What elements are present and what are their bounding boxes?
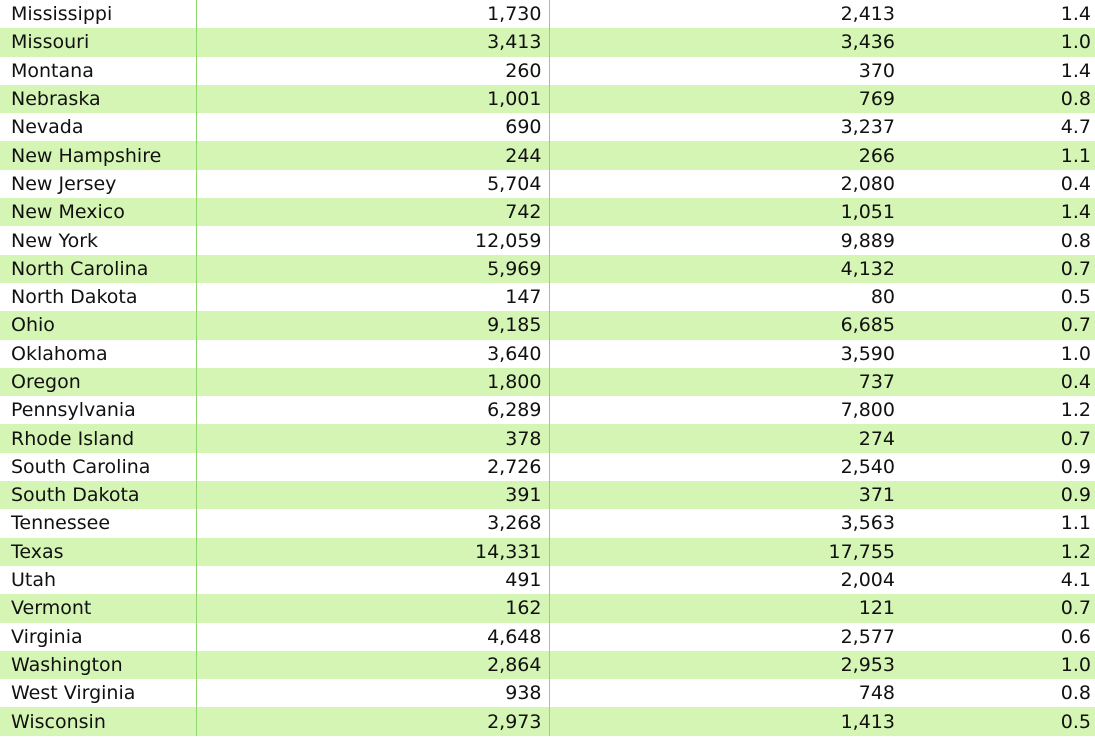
value-cell-col2: 1,730 — [196, 0, 549, 28]
ratio-cell: 0.5 — [902, 707, 1095, 735]
value-cell-col3: 2,953 — [549, 651, 902, 679]
ratio-cell: 4.7 — [1060, 116, 1091, 139]
table-row — [0, 57, 1095, 85]
table-row — [0, 311, 1095, 339]
table-row — [0, 707, 1095, 735]
value-cell-col3: 3,590 — [840, 342, 895, 365]
value-cell-col2: 2,973 — [196, 707, 549, 735]
value-cell-col2: 9,185 — [196, 311, 549, 339]
value-cell-col3: 3,237 — [840, 116, 895, 139]
state-name-cell: Missouri — [0, 28, 196, 56]
value-cell-col2: 12,059 — [196, 226, 549, 254]
state-name-cell: Virginia — [0, 623, 196, 651]
table-row — [0, 170, 1095, 198]
value-cell-col3: 1,413 — [549, 707, 902, 735]
value-cell-col2: 162 — [196, 594, 549, 622]
value-cell-col2: 244 — [196, 141, 549, 169]
value-cell-col3: 2,080 — [840, 172, 895, 195]
value-cell-col2: 4,648 — [196, 623, 549, 651]
value-cell-col3: 748 — [858, 682, 895, 705]
value-cell-col2: 14,331 — [196, 538, 549, 566]
state-name-cell: New Hampshire — [0, 141, 196, 169]
state-name-cell: Rhode Island — [0, 424, 196, 452]
ratio-cell: 0.4 — [902, 368, 1095, 396]
table-row — [0, 0, 1095, 28]
ratio-cell: 4.1 — [1060, 569, 1091, 592]
value-cell-col2: 3,268 — [196, 509, 549, 537]
ratio-cell: 1.0 — [902, 651, 1095, 679]
table-row — [0, 255, 1095, 283]
value-cell-col3: 274 — [549, 424, 902, 452]
state-name-cell: West Virginia — [0, 679, 196, 707]
value-cell-col2: 3,413 — [196, 28, 549, 56]
ratio-cell: 0.8 — [902, 85, 1095, 113]
ratio-cell: 0.7 — [902, 424, 1095, 452]
state-name-cell: Oklahoma — [0, 340, 196, 368]
table-row — [0, 509, 1095, 537]
state-name-cell: Tennessee — [0, 509, 196, 537]
state-name-cell: South Carolina — [0, 453, 196, 481]
value-cell-col3: 2,413 — [840, 3, 895, 26]
table-row — [0, 85, 1095, 113]
table-row — [0, 566, 1095, 594]
table-row — [0, 113, 1095, 141]
value-cell-col3: 9,889 — [840, 229, 895, 252]
state-name-cell: Nebraska — [0, 85, 196, 113]
state-name-cell: New Mexico — [0, 198, 196, 226]
state-name-cell: Mississippi — [0, 0, 196, 28]
state-name-cell: North Carolina — [0, 255, 196, 283]
table-row — [0, 141, 1095, 169]
value-cell-col3: 370 — [858, 59, 895, 82]
state-name-cell: Montana — [0, 57, 196, 85]
value-cell-col3: 769 — [549, 85, 902, 113]
state-name-cell: Nevada — [0, 113, 196, 141]
ratio-cell: 1.2 — [1060, 399, 1091, 422]
value-cell-col3: 3,563 — [840, 512, 895, 535]
table-row — [0, 226, 1095, 254]
value-cell-col3: 4,132 — [549, 255, 902, 283]
value-cell-col2: 5,969 — [196, 255, 549, 283]
ratio-cell: 0.8 — [1060, 229, 1091, 252]
ratio-cell: 0.7 — [902, 311, 1095, 339]
value-cell-col2: 491 — [196, 566, 549, 594]
table-row — [0, 283, 1095, 311]
table-row — [0, 424, 1095, 452]
value-cell-col3: 1,051 — [549, 198, 902, 226]
ratio-cell: 1.0 — [1060, 342, 1091, 365]
table-row — [0, 651, 1095, 679]
ratio-cell: 0.9 — [1060, 455, 1091, 478]
value-cell-col2: 6,289 — [196, 396, 549, 424]
value-cell-col2: 3,640 — [196, 340, 549, 368]
ratio-cell: 0.7 — [902, 255, 1095, 283]
ratio-cell: 1.2 — [902, 538, 1095, 566]
table-row — [0, 368, 1095, 396]
ratio-cell: 1.1 — [1060, 512, 1091, 535]
table-row — [0, 396, 1095, 424]
value-cell-col2: 260 — [196, 57, 549, 85]
value-cell-col2: 147 — [196, 283, 549, 311]
ratio-cell: 0.6 — [1060, 625, 1091, 648]
state-name-cell: New York — [0, 226, 196, 254]
table-row — [0, 538, 1095, 566]
value-cell-col3: 371 — [549, 481, 902, 509]
value-cell-col3: 737 — [549, 368, 902, 396]
ratio-cell: 1.4 — [1060, 59, 1091, 82]
value-cell-col2: 1,001 — [196, 85, 549, 113]
table-row — [0, 453, 1095, 481]
value-cell-col3: 3,436 — [549, 28, 902, 56]
value-cell-col2: 378 — [196, 424, 549, 452]
state-name-cell: Texas — [0, 538, 196, 566]
table-row — [0, 340, 1095, 368]
ratio-cell: 1.1 — [902, 141, 1095, 169]
state-name-cell: Utah — [0, 566, 196, 594]
table-row — [0, 679, 1095, 707]
state-name-cell: North Dakota — [0, 283, 196, 311]
value-cell-col3: 2,004 — [840, 569, 895, 592]
ratio-cell: 1.4 — [1060, 3, 1091, 26]
state-name-cell: Washington — [0, 651, 196, 679]
ratio-cell: 0.5 — [1060, 286, 1091, 309]
state-name-cell: Wisconsin — [0, 707, 196, 735]
ratio-cell: 1.4 — [902, 198, 1095, 226]
value-cell-col2: 2,864 — [196, 651, 549, 679]
ratio-cell: 1.0 — [902, 28, 1095, 56]
state-name-cell: South Dakota — [0, 481, 196, 509]
ratio-cell: 0.4 — [1060, 172, 1091, 195]
value-cell-col3: 2,540 — [840, 455, 895, 478]
table-row — [0, 623, 1095, 651]
state-name-cell: Vermont — [0, 594, 196, 622]
state-name-cell: Oregon — [0, 368, 196, 396]
value-cell-col2: 742 — [196, 198, 549, 226]
ratio-cell: 0.9 — [902, 481, 1095, 509]
value-cell-col2: 5,704 — [196, 170, 549, 198]
ratio-cell: 0.7 — [902, 594, 1095, 622]
value-cell-col3: 80 — [870, 286, 895, 309]
value-cell-col2: 391 — [196, 481, 549, 509]
table-row — [0, 594, 1095, 622]
value-cell-col2: 2,726 — [196, 453, 549, 481]
value-cell-col3: 17,755 — [549, 538, 902, 566]
ratio-cell: 0.8 — [1060, 682, 1091, 705]
value-cell-col2: 690 — [196, 113, 549, 141]
value-cell-col3: 7,800 — [840, 399, 895, 422]
value-cell-col3: 6,685 — [549, 311, 902, 339]
state-name-cell: Ohio — [0, 311, 196, 339]
table-row — [0, 28, 1095, 56]
value-cell-col2: 1,800 — [196, 368, 549, 396]
value-cell-col3: 266 — [549, 141, 902, 169]
state-name-cell: Pennsylvania — [0, 396, 196, 424]
table-row — [0, 481, 1095, 509]
state-name-cell: New Jersey — [0, 170, 196, 198]
value-cell-col2: 938 — [196, 679, 549, 707]
table-row — [0, 198, 1095, 226]
value-cell-col3: 2,577 — [840, 625, 895, 648]
value-cell-col3: 121 — [549, 594, 902, 622]
